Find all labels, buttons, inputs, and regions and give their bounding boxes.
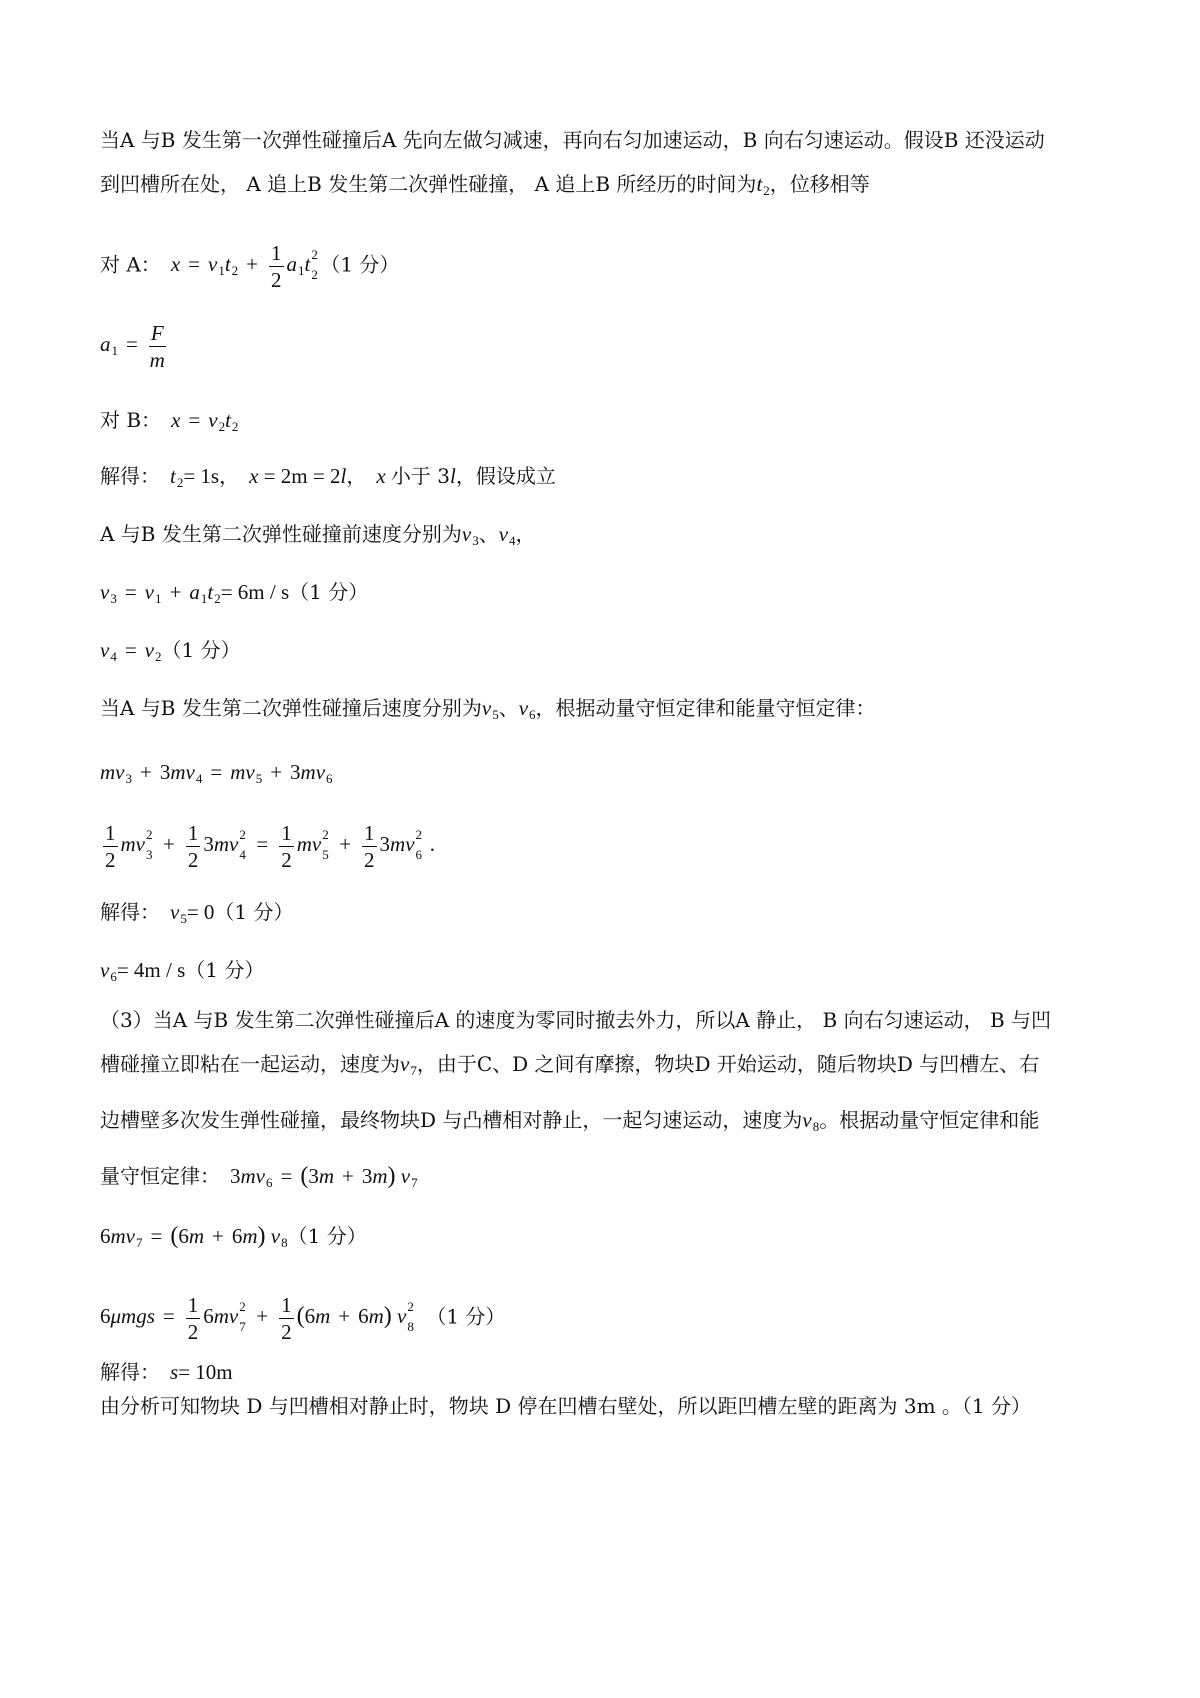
text-first-collision: 当A 与B 发生第一次弹性碰撞后A 先向左做匀减速，再向右匀加速运动，B 向右匀速运动。假设B 还没运动: [100, 128, 1045, 152]
paragraph-part3-line4: 量守恒定律： $3mv_6 = (3m + 3m)$ $v_7$: [100, 1163, 418, 1190]
equation-momentum-v8: $6mv_7 = (6m + 6m)$ $v_8(1$ 分）: [100, 1223, 367, 1250]
solution-v6: $v_6= 4m / s(1$ 分）: [100, 958, 265, 984]
paragraph-after-second-collision: 当A 与B 发生第二次弹性碰撞后速度分别为$v_5$、$v_6$，根据动量守恒定律和能量守恒定律：: [100, 696, 876, 722]
paragraph-part3-line3: 边槽壁多次发生弹性碰撞，最终物块D 与凸槽相对静止，一起匀速运动，速度为$v_8$。根据动量守恒定律和能: [100, 1108, 1040, 1134]
paragraph-first-collision: [100, 126, 1045, 154]
paragraph-before-second-collision: A 与B 发生第二次弹性碰撞前速度分别为$v_3$、$v_4$，: [100, 522, 536, 548]
paragraph-part3-line2: 槽碰撞立即粘在一起运动，速度为$v_7$，由于C、D 之间有摩擦，物块D 开始运动，随后物块D 与凹槽左、右: [100, 1052, 1040, 1078]
equation-displacement-b: 对 B： $x = v_2t_2$: [100, 408, 239, 434]
equation-acceleration: $a_1$ = $\frac{F}{m}$: [100, 321, 165, 372]
paragraph-part3-line1: （3）当A 与B 发生第二次弹性碰撞后A 的速度为零同时撤去外力，所以A 静止， B 向右匀速运动， B 与凹: [100, 1008, 1052, 1032]
solution-v5: 解得： $v_5= 0(1$ 分）: [100, 900, 294, 926]
equation-v4: $v_4 = v_2(1$ 分）: [100, 638, 241, 664]
equation-momentum-conservation: $mv_3 + 3mv_4 = mv_5 + 3mv_6$: [100, 760, 333, 786]
equation-v3: $v_3 = v_1 + a_1t_2= 6m / s(1$ 分）: [100, 580, 369, 606]
paragraph-second-collision-intro: 到凹槽所在处， A 追上B 发生第二次弹性碰撞， A 追上B 所经历的时间为$t_2$，位移相等: [100, 172, 870, 198]
solution-time-displacement: 解得： $t_2= 1s$， x = 2m = 2l， x 小于 3l，假设成立: [100, 464, 556, 490]
equation-friction-work: 6μmgs = $\frac{1}{2}$ 6mv 2 7 + $\frac{1}{2}$ (6m + 6m) v 2 8 （1 分）: [100, 1293, 506, 1344]
equation-energy-conservation: $\frac{1}{2}$ mv 2 3 + $\frac{1}{2}$ 3mv 2 4 = $\frac{1}{2}$ mv 2 5 + $\frac{1}{2}$ 3mv 2 6 .: [105, 821, 436, 872]
equation-displacement-a: 对 A： $x = v_1t_2$ + $\frac{1}{2}$ $a_1t$ 2 2 （1 分）: [100, 241, 400, 292]
solution-s: 解得： s= 10m: [100, 1360, 233, 1384]
paragraph-final-answer: 由分析可知物块 D 与凹槽相对静止时，物块 D 停在凹槽右壁处，所以距凹槽左壁的距离为 3m 。（1 分）: [100, 1394, 1031, 1418]
